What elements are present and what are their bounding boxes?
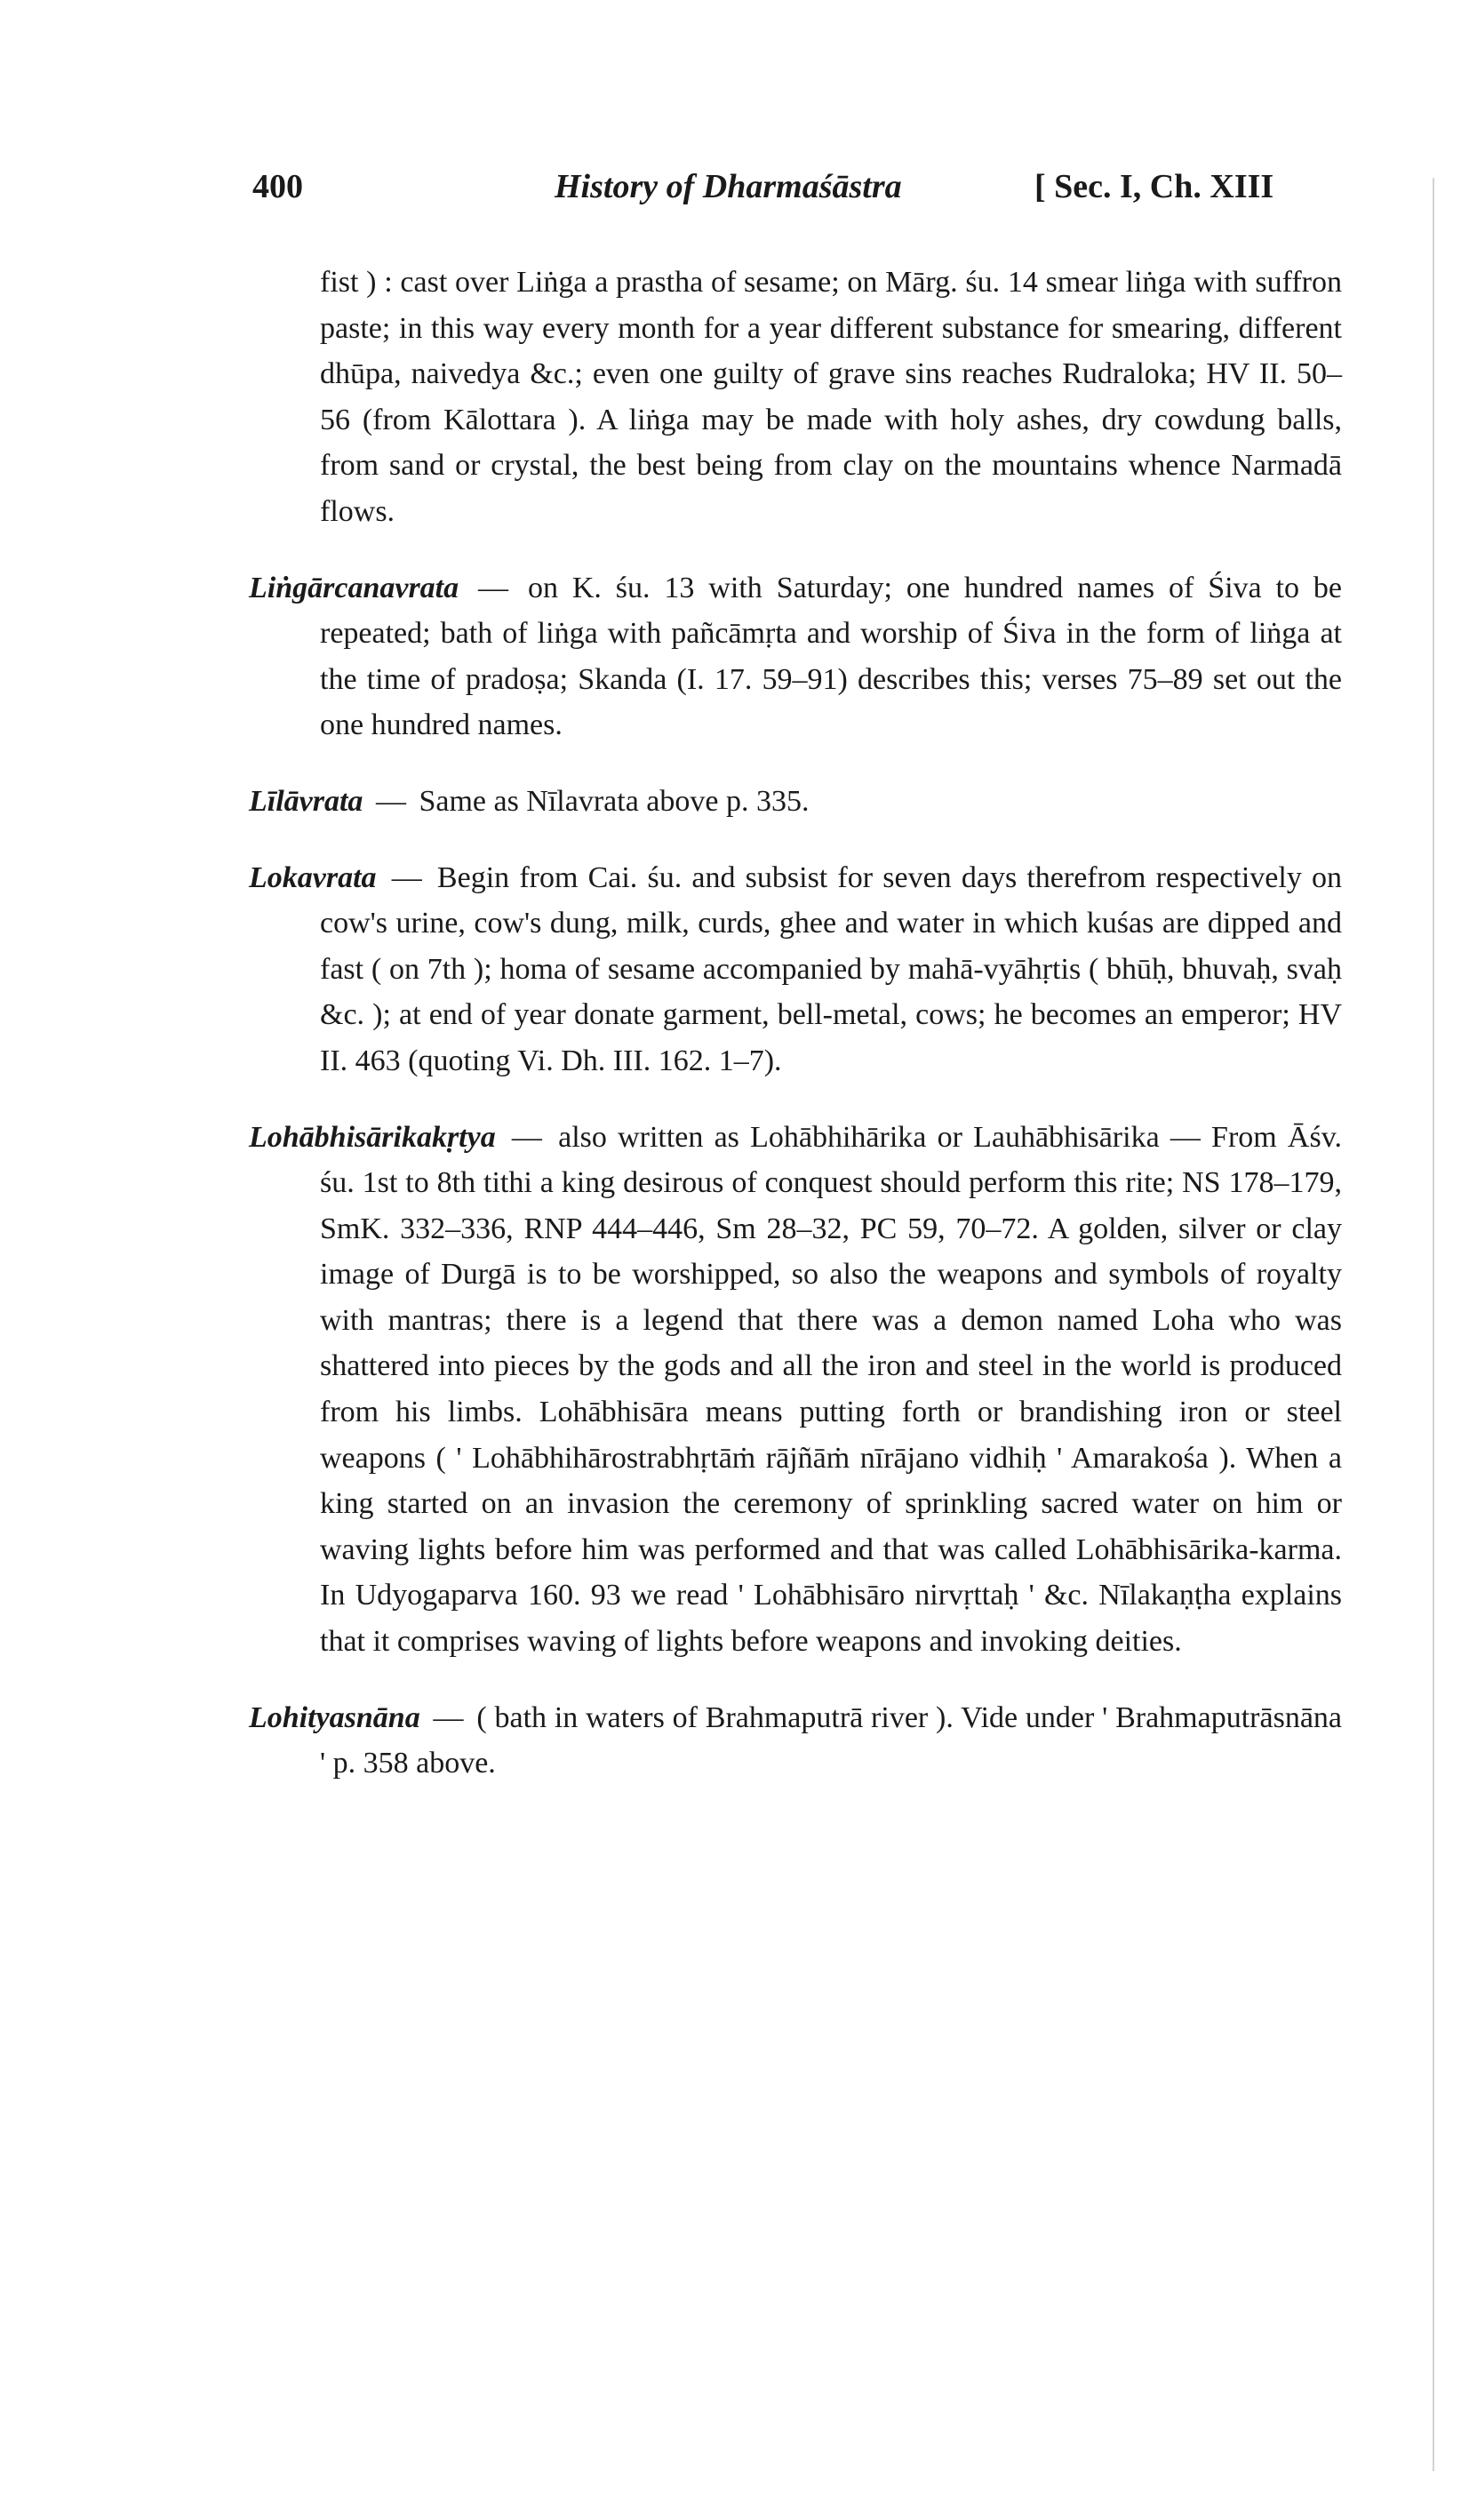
entry-lokavrata	[249, 855, 1342, 1084]
page-number: 400	[252, 168, 303, 205]
entry-text: ( bath in waters of Brahmaputrā river ). Vide under ' Brahmaputrāsnāna ' p. 358 above.	[320, 1700, 1342, 1780]
entry-dash: —	[375, 784, 406, 818]
entry-headword: Lokavrata	[249, 860, 377, 894]
entry-headword: Lohityasnāna	[249, 1700, 420, 1734]
entry-lingarcanavrata	[249, 565, 1342, 748]
running-title: History of Dharmaśāstra	[555, 168, 902, 205]
entry-dash: —	[511, 1120, 542, 1154]
entry-lohityasnana	[249, 1695, 1342, 1787]
entry-continuation	[249, 260, 1342, 535]
section-reference: [ Sec. I, Ch. XIII	[1034, 168, 1274, 205]
page-header	[252, 167, 1337, 220]
entry-text: Begin from Cai. śu. and subsist for seven days therefrom respectively on cow's urine, cow's dung, milk, curds, ghee and water in which kuśas are dipped and fast ( on 7th ); homa of sesame accompanied by mahā-vyāhṛtis ( bhūḥ, bhuvaḥ, svaḥ &c. ); at end of year donate garment, bell-metal, cows; he becomes an emperor; HV II. 463 (quoting Vi. Dh. III. 162. 1–7).	[320, 860, 1343, 1077]
glossary-body	[249, 260, 1342, 1817]
entry-headword: Līlāvrata	[249, 784, 363, 818]
entry-dash: —	[433, 1700, 464, 1734]
entry-text: Same as Nīlavrata above p. 335.	[419, 784, 810, 818]
entry-headword: Lohābhisārikakṛtya	[249, 1120, 496, 1154]
entry-lilavrata	[249, 779, 1342, 825]
entry-text: fist ) : cast over Liṅga a prastha of sesame; on Mārg. śu. 14 smear liṅga with suffron paste; in this way every month for a year different substance for smearing, different dhūpa, naivedya &c.; even one guilty of grave sins reaches Rudraloka; HV II. 50–56 (from Kālottara ). A liṅga may be made with holy ashes, dry cowdung balls, from sand or crystal, the best being from clay on the mountains whence Narmadā flows.	[320, 266, 1342, 528]
entry-dash: —	[478, 571, 509, 604]
entry-text: also written as Lohābhihārika or Lauhābhisārika — From Āśv. śu. 1st to 8th tithi a king desirous of conquest should perform this rite; NS 178–179, SmK. 332–336, RNP 444–446, Sm 28–32, PC 59, 70–72. A golden, silver or clay image of Durgā is to be worshipped, so also the weapons and symbols of royalty with mantras; there is a legend that there was a demon named Loha who was shattered into pieces by the gods and all the iron and steel in the world is produced from his limbs. Lohābhisāra means putting forth or brandishing iron or steel weapons ( ' Lohābhihārostrabhṛtāṁ rājñāṁ nīrājano vidhiḥ ' Amarakośa ). When a king started on an invasion the ceremony of sprinkling sacred water on him or waving lights before him was performed and that was called Lohābhisārika-karma. In Udyogaparva 160. 93 we read ' Lohābhisāro nirvṛttaḥ ' &c. Nīlakaṇṭha explains that it comprises waving of lights before weapons and invoking deities.	[320, 1120, 1343, 1659]
page-edge-rule	[1433, 178, 1434, 2471]
entry-headword: Liṅgārcanavrata	[249, 571, 459, 604]
entry-dash: —	[391, 860, 422, 894]
entry-text: on K. śu. 13 with Saturday; one hundred names of Śiva to be repeated; bath of liṅga with pañcāmṛta and worship of Śiva in the form of liṅga at the time of pradoṣa; Skanda (I. 17. 59–91) describes this; verses 75–89 set out the one hundred names.	[320, 571, 1342, 742]
entry-lohabhisarikakrtya	[249, 1115, 1342, 1665]
